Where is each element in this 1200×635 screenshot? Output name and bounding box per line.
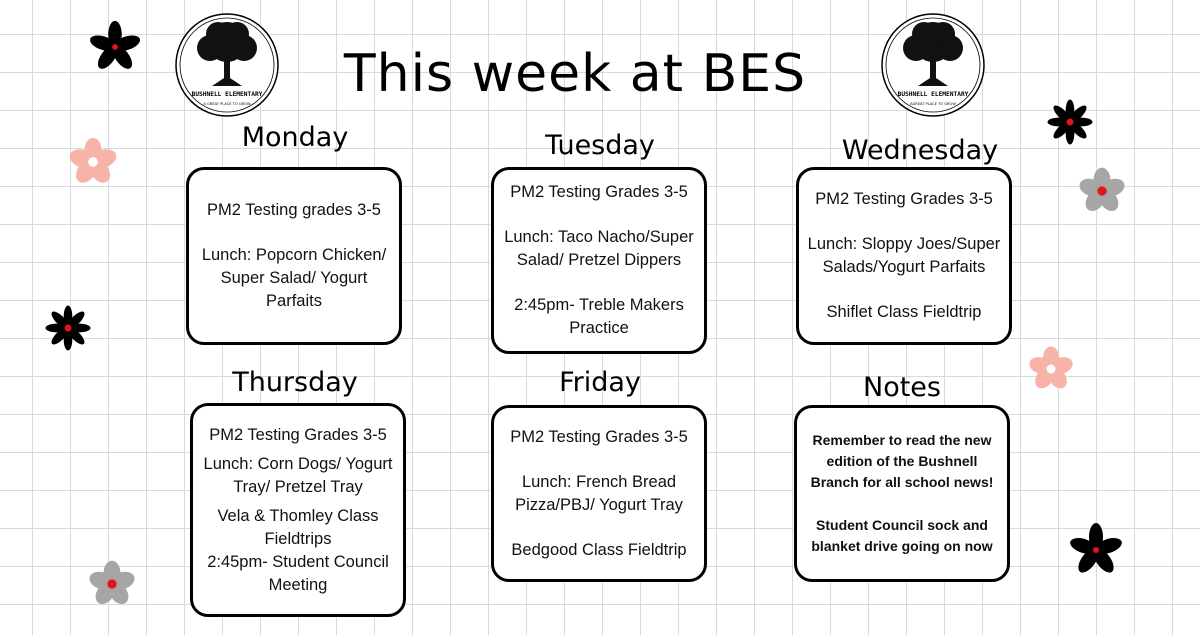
- flower-black-icon: [1066, 520, 1126, 580]
- monday-line-1: PM2 Testing grades 3-5: [207, 201, 381, 219]
- logo-tagline: A GREAT PLACE TO GROW: [203, 102, 251, 106]
- logo-top-text: BUSHNELL ELEMENTARY: [897, 91, 969, 98]
- friday-card: [491, 405, 707, 582]
- tuesday-heading: Tuesday: [545, 130, 655, 161]
- thursday-line-1: PM2 Testing Grades 3-5: [209, 425, 387, 444]
- notes-line-2: Student Council sock and blanket drive going on now: [811, 517, 993, 554]
- notes-heading: Notes: [863, 372, 941, 403]
- flower-gray-icon: [84, 556, 140, 612]
- tuesday-line-1: PM2 Testing Grades 3-5: [510, 183, 688, 201]
- friday-line-3: Bedgood Class Fieldtrip: [511, 540, 687, 559]
- wednesday-line-3: Shiflet Class Fieldtrip: [826, 303, 982, 321]
- wednesday-line-2: Lunch: Sloppy Joes/Super Salads/Yogurt Parfaits: [807, 235, 1001, 276]
- logo-tagline: AGREAT PLACE TO GROW: [910, 102, 956, 106]
- monday-heading: Monday: [241, 122, 349, 153]
- tuesday-line-3: 2:45pm- Treble Makers Practice: [514, 296, 684, 337]
- monday-card: [186, 167, 402, 345]
- tuesday-card: [491, 167, 707, 354]
- wednesday-line-1: PM2 Testing Grades 3-5: [815, 190, 993, 208]
- logo-top-text: BUSHNELL ELEMENTARY: [191, 91, 263, 98]
- thursday-heading: Thursday: [232, 367, 358, 398]
- monday-line-2: Lunch: Popcorn Chicken/ Super Salad/ Yogurt Parfaits: [201, 246, 387, 310]
- thursday-line-4: 2:45pm- Student Council Meeting: [207, 552, 389, 594]
- thursday-line-2: Lunch: Corn Dogs/ Yogurt Tray/ Pretzel Tray: [203, 454, 393, 496]
- flower-black-icon: [42, 302, 94, 354]
- flower-pink-icon: [64, 133, 122, 191]
- wednesday-heading: Wednesday: [841, 135, 999, 166]
- friday-line-2: Lunch: French Bread Pizza/PBJ/ Yogurt Tray: [515, 472, 683, 514]
- notes-card: [794, 405, 1010, 582]
- friday-heading: Friday: [559, 367, 641, 398]
- flower-gray-icon: [1074, 163, 1130, 219]
- page-title: This week at BES: [343, 44, 807, 104]
- friday-line-1: PM2 Testing Grades 3-5: [510, 427, 688, 446]
- notes-line-1: Remember to read the new edition of the Bushnell Branch for all school news!: [810, 432, 994, 490]
- flower-pink-icon: [1024, 342, 1078, 396]
- wednesday-card: [796, 167, 1012, 345]
- tuesday-line-2: Lunch: Taco Nacho/Super Salad/ Pretzel Dippers: [504, 228, 694, 269]
- thursday-card: [190, 403, 406, 617]
- thursday-line-3: Vela & Thomley Class Fieldtrips: [217, 506, 379, 548]
